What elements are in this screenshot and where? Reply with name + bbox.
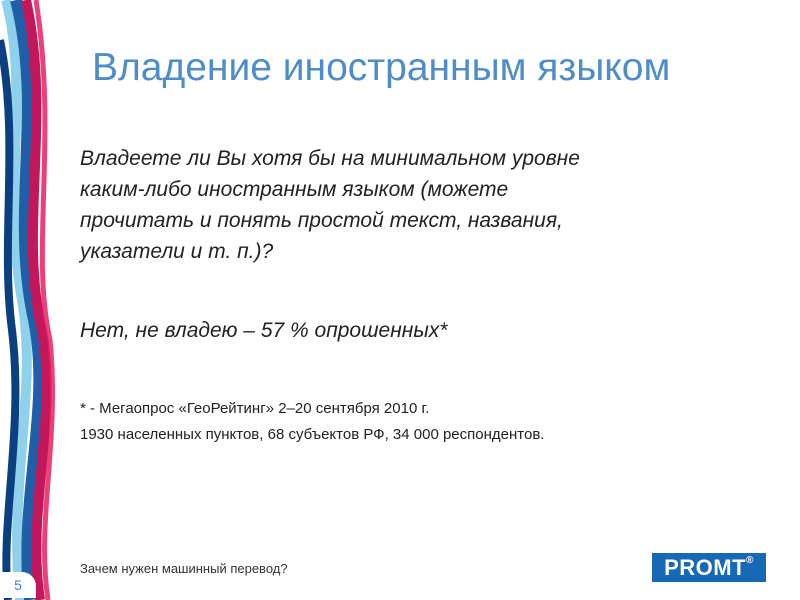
logo-text: PROMT <box>664 555 747 580</box>
survey-answer: Нет, не владею – 57 % опрошенных* <box>80 319 448 342</box>
question-line: Владеете ли Вы хотя бы на минимальном уровне <box>80 147 580 170</box>
question-line: каким-либо иностранным языком (можете <box>80 178 509 201</box>
decorative-ribbon <box>0 0 60 600</box>
question-line: указатели и т. п.)? <box>80 240 274 263</box>
survey-question <box>80 143 740 267</box>
page-number: 5 <box>0 572 36 598</box>
source-line: * - Мегаопрос «ГеоРейтинг» 2–20 сентября 2010 г. <box>80 400 430 417</box>
question-line: прочитать и понять простой текст, названия, <box>80 209 563 232</box>
promt-logo <box>652 553 766 582</box>
source-line: 1930 населенных пунктов, 68 субъектов РФ, 34 000 респондентов. <box>80 426 545 443</box>
logo-registered-mark: ® <box>746 555 754 566</box>
footer-caption: Зачем нужен машинный перевод? <box>80 561 288 576</box>
source-note <box>80 396 780 448</box>
slide-title: Владение иностранным языком <box>92 46 671 89</box>
